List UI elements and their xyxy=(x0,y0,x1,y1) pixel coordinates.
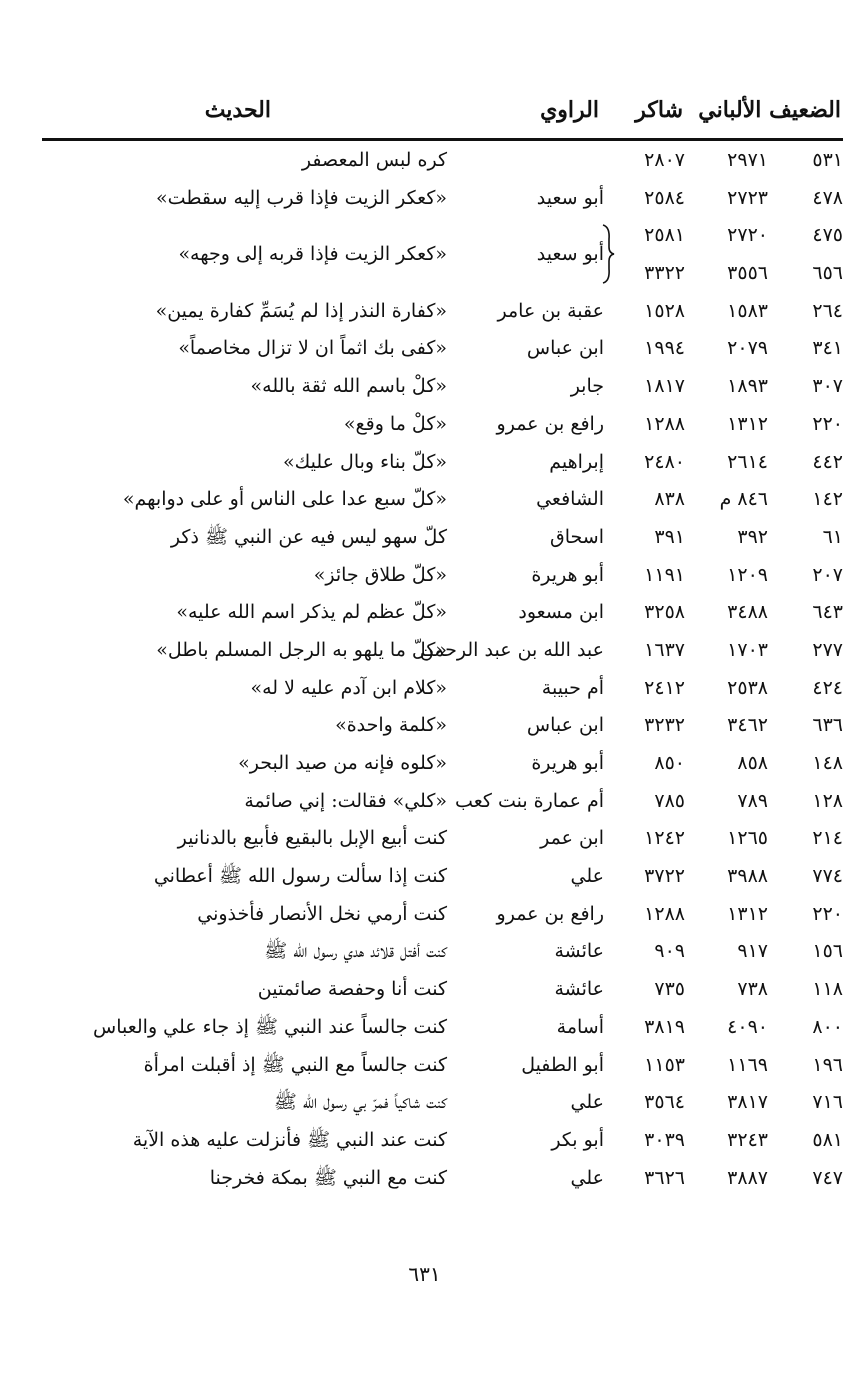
albani-number: ١٨٩٣ xyxy=(727,375,768,398)
table-row xyxy=(0,142,849,180)
table-row xyxy=(0,1047,849,1085)
header-albani: الألباني xyxy=(698,97,762,123)
hadith-text: كنت أفتل قلائد هدي رسول الله ﷺ xyxy=(264,940,447,963)
narrator: أسامة xyxy=(556,1015,604,1038)
shakir-number: ٣٦٢٦ xyxy=(644,1166,685,1189)
table-row xyxy=(0,707,849,745)
hadith-text: «كعكر الزيت فإذا قرب إليه سقطت» xyxy=(156,186,447,209)
shakir-number: ٣٧٢٢ xyxy=(644,865,685,888)
hadith-text: كلّ سهو ليس فيه عن النبي ﷺ ذكر xyxy=(170,525,447,548)
narrator: أبو هريرة xyxy=(531,752,604,775)
hadith-text: «كلْ باسم الله ثقة بالله» xyxy=(250,375,447,398)
hadith-text: كنت مع النبي ﷺ بمكة فخرجنا xyxy=(209,1166,447,1189)
shakir-number: ١٨١٧ xyxy=(644,375,685,398)
albani-number: ٨٥٨ xyxy=(737,752,768,775)
hadith-table xyxy=(0,142,849,1197)
shakir-number: ٣٥٦٤ xyxy=(644,1091,685,1114)
albani-number: ١٢٦٥ xyxy=(727,827,768,850)
albani-number: ٩١٧ xyxy=(737,940,768,963)
albani-number: ٣٢٤٣ xyxy=(727,1128,768,1151)
daif-number: ٧١٦ xyxy=(812,1091,843,1114)
hadith-text: كنت أرمي نخل الأنصار فأخذوني xyxy=(197,902,447,925)
albani-number: ٨٤٦ م xyxy=(719,488,768,511)
page-number: ٦٣١ xyxy=(408,1262,441,1286)
daif-number: ٥٣١ xyxy=(812,149,843,171)
albani-number: ٣٩٢ xyxy=(737,525,768,548)
narrator: جابر xyxy=(570,375,604,398)
table-row xyxy=(0,783,849,821)
daif-number: ٢١٤ xyxy=(812,827,843,850)
shakir-number: ٣٣٢٢ xyxy=(644,262,685,285)
hadith-text: «كلْ ما وقع» xyxy=(343,412,447,435)
hadith-text: كنت إذا سألت رسول الله ﷺ أعطاني xyxy=(153,865,447,888)
shakir-number: ٨٣٨ xyxy=(654,488,685,511)
narrator: أبو الطفيل xyxy=(521,1053,604,1076)
narrator: رافع بن عمرو xyxy=(496,412,604,435)
daif-number: ١٢٨ xyxy=(812,789,843,812)
albani-number: ٧٣٨ xyxy=(737,978,768,1001)
hadith-text: كره لبس المعصفر xyxy=(301,149,447,171)
albani-number: ١١٦٩ xyxy=(727,1053,768,1076)
shakir-number: ١٢٨٨ xyxy=(644,412,685,435)
table-row xyxy=(0,1084,849,1122)
hadith-text: «كلّ ما يلهو به الرجل المسلم باطل» xyxy=(156,638,447,661)
table-row xyxy=(0,481,849,519)
shakir-number: ٧٨٥ xyxy=(654,789,685,812)
shakir-number: ٢٨٠٧ xyxy=(644,149,685,171)
albani-number: ٧٨٩ xyxy=(737,789,768,812)
shakir-number: ٢٤١٢ xyxy=(644,676,685,699)
hadith-text: «كلوه فإنه من صيد البحر» xyxy=(238,752,447,775)
table-row xyxy=(0,1009,849,1047)
daif-number: ٧٤٧ xyxy=(812,1166,843,1189)
table-row xyxy=(0,217,849,292)
daif-number: ٦١ xyxy=(822,525,843,548)
narrator: ابن عباس xyxy=(526,714,604,737)
narrator: أم حبيبة xyxy=(541,676,604,699)
hadith-text: «كلّ عظم لم يذكر اسم الله عليه» xyxy=(176,601,447,624)
shakir-number: ١٩٩٤ xyxy=(644,337,685,360)
narrator: علي xyxy=(570,1166,604,1189)
daif-number: ٢٧٧ xyxy=(812,638,843,661)
daif-number: ٢٦٤ xyxy=(812,299,843,322)
daif-number: ٣٤١ xyxy=(812,337,843,360)
hadith-text: «كلّ بناء وبال عليك» xyxy=(283,450,447,473)
albani-number: ١٣١٢ xyxy=(727,902,768,925)
table-row xyxy=(0,820,849,858)
albani-number: ٣٤٨٨ xyxy=(727,601,768,624)
table-row xyxy=(0,670,849,708)
shakir-number: ٣٨١٩ xyxy=(644,1015,685,1038)
table-row xyxy=(0,519,849,557)
daif-number: ٢٢٠ xyxy=(812,412,843,435)
narrator: عبد الله بن عبد الرحمن xyxy=(419,638,604,661)
shakir-number: ٩٠٩ xyxy=(654,940,685,963)
table-row xyxy=(0,1160,849,1198)
header-daif: الضعيف xyxy=(769,97,841,123)
narrator: أبو سعيد xyxy=(536,186,604,209)
table-row xyxy=(0,745,849,783)
shakir-number: ٣٢٥٨ xyxy=(644,601,685,624)
narrator: أم عمارة بنت كعب xyxy=(455,789,604,812)
hadith-text: كنت جالساً مع النبي ﷺ إذ أقبلت امرأة xyxy=(143,1053,447,1076)
hadith-text: «كلمة واحدة» xyxy=(335,714,447,737)
hadith-text: «كعكر الزيت فإذا قربه إلى وجهه» xyxy=(178,243,447,266)
narrator: ابن عباس xyxy=(526,337,604,360)
table-row xyxy=(0,368,849,406)
header-rawi: الراوي xyxy=(540,97,599,123)
table-row xyxy=(0,971,849,1009)
narrator: ابن عمر xyxy=(540,827,604,850)
hadith-text: «كلّ سبع عدا على الناس أو على دوابهم» xyxy=(122,488,447,511)
daif-number: ٨٠٠ xyxy=(812,1015,843,1038)
albani-number: ٣٤٦٢ xyxy=(727,714,768,737)
narrator: الشافعي xyxy=(536,488,604,511)
albani-number: ٣٥٥٦ xyxy=(727,262,768,285)
daif-number: ٢٢٠ xyxy=(812,902,843,925)
hadith-text: «كلام ابن آدم عليه لا له» xyxy=(250,676,447,699)
shakir-number: ٧٣٥ xyxy=(654,978,685,1001)
shakir-number: ١٢٨٨ xyxy=(644,902,685,925)
header-hadith: الحديث xyxy=(204,97,271,123)
hadith-text: «كلّ طلاق جائز» xyxy=(313,563,447,586)
narrator: علي xyxy=(570,1091,604,1114)
table-row xyxy=(0,858,849,896)
hadith-text: كنت أبيع الإبل بالبقيع فأبيع بالدنانير xyxy=(177,827,447,850)
albani-number: ٣٩٨٨ xyxy=(727,865,768,888)
table-row xyxy=(0,557,849,595)
daif-number: ٤٢٤ xyxy=(812,676,843,699)
albani-number: ٢٦١٤ xyxy=(727,450,768,473)
hadith-text: كنت جالساً عند النبي ﷺ إذ جاء علي والعباس xyxy=(93,1015,447,1038)
shakir-number: ١٢٤٢ xyxy=(644,827,685,850)
shakir-number: ١٦٣٧ xyxy=(644,638,685,661)
shakir-number: ٢٥٨١ xyxy=(644,224,685,247)
shakir-number: ٣٠٣٩ xyxy=(644,1128,685,1151)
table-row xyxy=(0,444,849,482)
header-shakir: شاكر xyxy=(635,97,683,123)
albani-number: ٢٩٧١ xyxy=(727,149,768,171)
shakir-number: ٢٤٨٠ xyxy=(644,450,685,473)
daif-number: ٤٧٨ xyxy=(812,186,843,209)
narrator: إبراهيم xyxy=(549,450,604,473)
narrator: عقبة بن عامر xyxy=(497,299,604,322)
shakir-number: ١١٩١ xyxy=(644,563,685,586)
albani-number: ٢٧٢٣ xyxy=(727,186,768,209)
shakir-number: ١١٥٣ xyxy=(644,1053,685,1076)
hadith-text: «كلي» فقالت: إني صائمة xyxy=(244,789,447,812)
narrator: علي xyxy=(570,865,604,888)
narrator: عائشة xyxy=(554,940,604,963)
daif-number: ٦٤٣ xyxy=(812,601,843,624)
table-row xyxy=(0,406,849,444)
daif-number: ١٥٦ xyxy=(812,940,843,963)
albani-number: ٣٨٨٧ xyxy=(727,1166,768,1189)
albani-number: ٢٧٢٠ xyxy=(727,224,768,247)
daif-number: ٦٣٦ xyxy=(812,714,843,737)
hadith-text: «كفارة النذر إذا لم يُسَمِّ كفارة يمين» xyxy=(155,299,447,322)
albani-number: ١٢٠٩ xyxy=(727,563,768,586)
table-row xyxy=(0,1122,849,1160)
shakir-number: ٢٥٨٤ xyxy=(644,186,685,209)
albani-number: ٣٨١٧ xyxy=(727,1091,768,1114)
albani-number: ٤٠٩٠ xyxy=(727,1015,768,1038)
daif-number: ٦٥٦ xyxy=(812,262,843,285)
shakir-number: ٨٥٠ xyxy=(654,752,685,775)
narrator: ابن مسعود xyxy=(518,601,604,624)
albani-number: ١٧٠٣ xyxy=(727,638,768,661)
header-rule xyxy=(42,138,843,141)
daif-number: ١٩٦ xyxy=(812,1053,843,1076)
hadith-text: كنت شاكياً فمرّ بي رسول الله ﷺ xyxy=(273,1091,447,1114)
daif-number: ٢٠٧ xyxy=(812,563,843,586)
header-daif-albani xyxy=(698,90,841,130)
narrator: رافع بن عمرو xyxy=(496,902,604,925)
narrator: أبو هريرة xyxy=(531,563,604,586)
daif-number: ٤٤٢ xyxy=(812,450,843,473)
hadith-text: كنت عند النبي ﷺ فأنزلت عليه هذه الآية xyxy=(132,1128,447,1151)
table-row xyxy=(0,293,849,331)
table-row xyxy=(0,632,849,670)
table-row xyxy=(0,933,849,971)
hadith-text: «كفى بك اثماً ان لا تزال مخاصماً» xyxy=(178,337,447,360)
shakir-number: ١٥٢٨ xyxy=(644,299,685,322)
table-row xyxy=(0,180,849,218)
daif-number: ٣٠٧ xyxy=(812,375,843,398)
table-row xyxy=(0,896,849,934)
albani-number: ١٣١٢ xyxy=(727,412,768,435)
albani-number: ٢٠٧٩ xyxy=(727,337,768,360)
table-row xyxy=(0,594,849,632)
narrator: عائشة xyxy=(554,978,604,1001)
daif-number: ١٤٢ xyxy=(812,488,843,511)
narrator: أبو سعيد xyxy=(536,243,604,266)
albani-number: ١٥٨٣ xyxy=(727,299,768,322)
daif-number: ٧٧٤ xyxy=(812,865,843,888)
daif-number: ٥٨١ xyxy=(812,1128,843,1151)
table-row xyxy=(0,330,849,368)
shakir-number: ٣٢٣٢ xyxy=(644,714,685,737)
narrator: اسحاق xyxy=(550,525,604,548)
albani-number: ٢٥٣٨ xyxy=(727,676,768,699)
hadith-text: كنت أنا وحفصة صائمتين xyxy=(257,978,447,1001)
daif-number: ١١٨ xyxy=(812,978,843,1001)
narrator: أبو بكر xyxy=(551,1128,604,1151)
shakir-number: ٣٩١ xyxy=(654,525,685,548)
daif-number: ١٤٨ xyxy=(812,752,843,775)
daif-number: ٤٧٥ xyxy=(812,224,843,247)
